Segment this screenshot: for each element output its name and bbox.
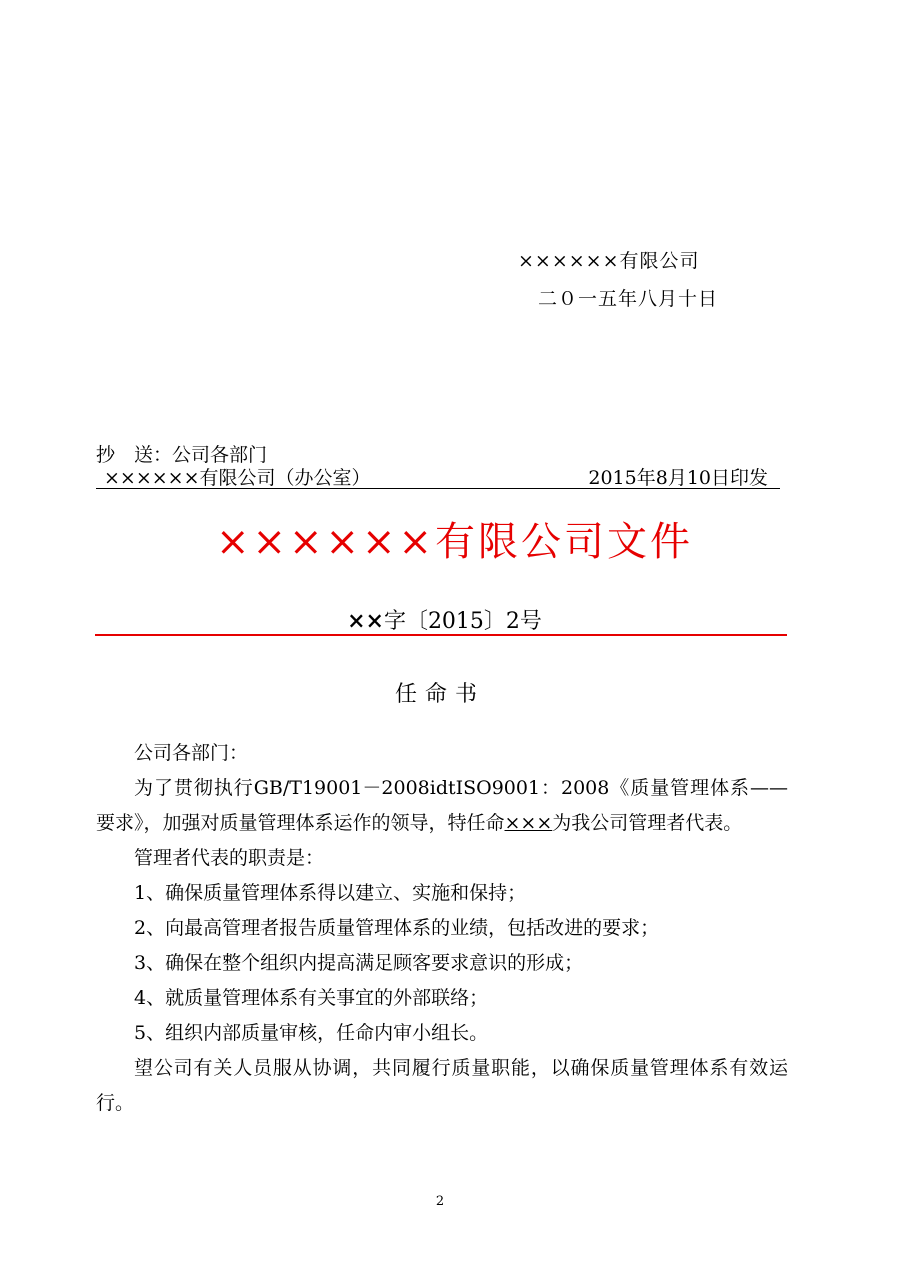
cc-label: 抄 送： [96,444,173,466]
signature-company: ××××××有限公司 [518,250,700,272]
duties-intro: 管理者代表的职责是： [134,847,325,869]
closing-paragraph: 望公司有关人员服从协调，共同履行质量职能，以确保质量管理体系有效运行。 [96,1057,788,1114]
duty-item: 4、就质量管理体系有关事宜的外部联络； [134,987,489,1009]
duty-item: 2、向最高管理者报告质量管理体系的业绩，包括改进的要求； [134,917,660,939]
red-divider [95,634,787,636]
salutation: 公司各部门： [134,742,249,764]
page-number: 2 [435,1194,445,1209]
issuer: ××××××有限公司（办公室） [104,467,371,489]
document-number-prefix: ×× [347,608,384,634]
duty-item: 3、确保在整个组织内提高满足顾客要求意识的形成； [134,952,584,974]
cc-value: 公司各部门 [172,444,268,466]
print-date: 2015年8月10日印发 [588,467,768,489]
document-number-rest: 字〔2015〕2号 [383,609,542,634]
signature-date: 二０一五年八月十日 [538,288,719,310]
document-number [0,604,889,635]
duty-item: 1、确保质量管理体系得以建立、实施和保持； [134,882,527,904]
appointment-paragraph [96,771,788,841]
appointee-name: ××× [504,812,553,834]
document-title: 任命书 [394,682,485,707]
appointment-text-before: 为了贯彻执行GB/T19001－2008idtISO9001：2008《质量管理体系——要求》，加强对质量管理体系运作的领导，特任命 [96,777,788,834]
print-line [96,462,780,489]
appointment-text-after: 为我公司管理者代表。 [552,812,743,834]
duty-item: 5、组织内部质量审核，任命内审小组长。 [134,1022,489,1044]
document-headline: ××××××有限公司文件 [215,519,694,565]
document-body [96,736,788,1121]
